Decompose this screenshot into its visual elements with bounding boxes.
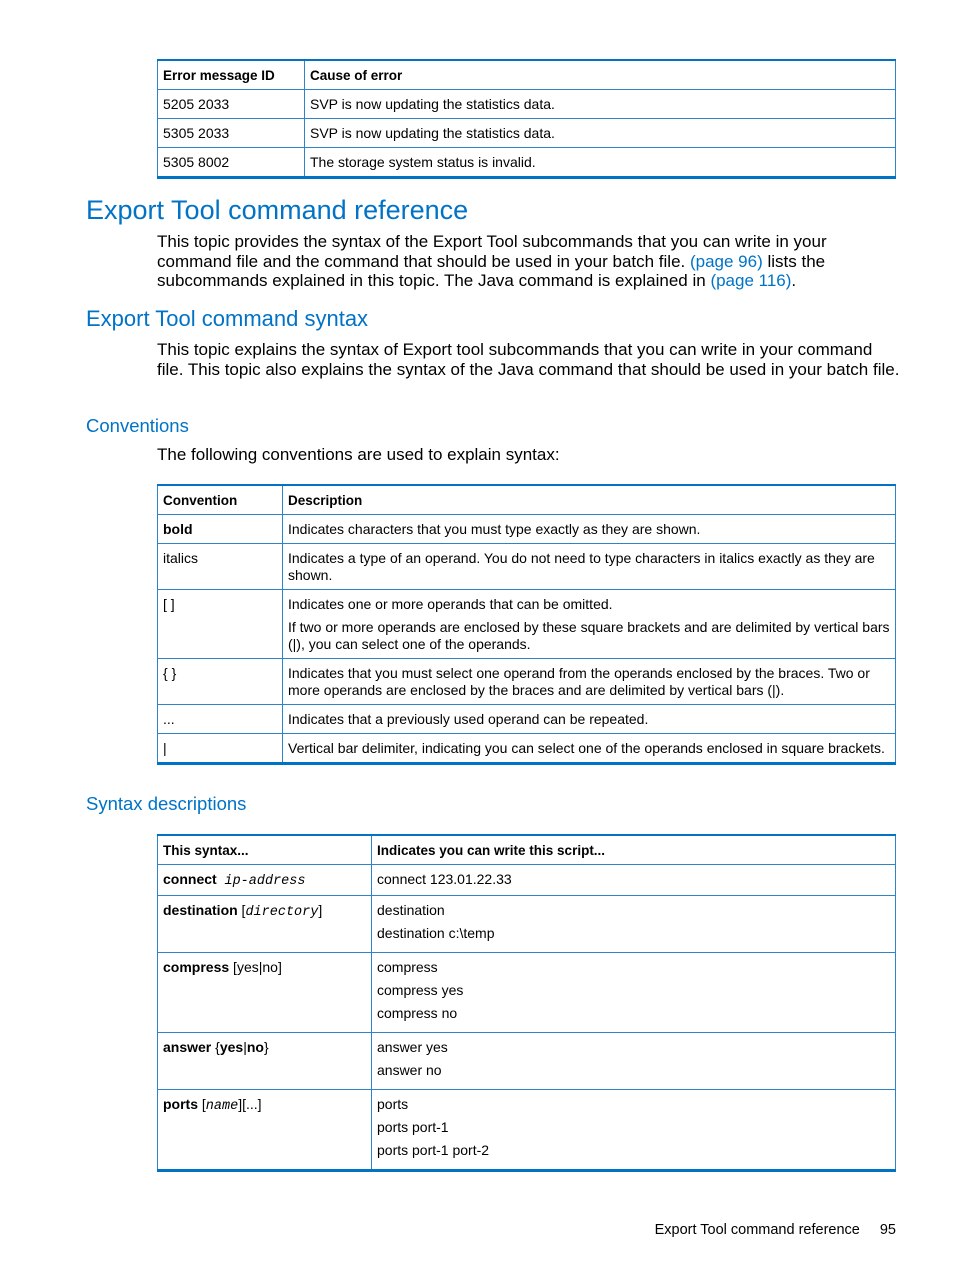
convention-desc: Indicates one or more operands that can be omitted.	[288, 596, 613, 612]
script-example: compress	[377, 959, 438, 975]
table-row	[158, 734, 896, 764]
script-example: answer no	[377, 1062, 442, 1078]
table-row	[158, 1090, 896, 1171]
convention-symbol: { }	[158, 659, 283, 705]
convention-symbol: bold	[163, 521, 193, 537]
error-cause: SVP is now updating the statistics data.	[305, 90, 896, 119]
table-row	[158, 119, 896, 148]
syntax-table	[157, 834, 896, 1172]
page-link[interactable]: (page 116)	[710, 271, 792, 290]
script-example: ports port-1	[377, 1119, 449, 1135]
table-row	[158, 896, 896, 953]
script-example: answer yes	[377, 1039, 448, 1055]
convention-desc: Indicates a type of an operand. You do not need to type characters in italics exactly as they are shown.	[283, 544, 896, 590]
page-link[interactable]: (page 96)	[689, 251, 763, 271]
page-number: 95	[879, 1222, 896, 1238]
convention-symbol: [ ]	[158, 590, 283, 659]
table-row	[158, 865, 896, 896]
syntax-cell: ports [name][...]	[158, 1090, 372, 1171]
table-row	[158, 515, 896, 544]
section-intro	[157, 232, 902, 291]
column-header: Indicates you can write this script...	[372, 835, 896, 865]
script-example: ports	[377, 1096, 409, 1112]
table-header-row	[158, 485, 896, 515]
convention-desc: Vertical bar delimiter, indicating you can select one of the operands enclosed in square brackets.	[283, 734, 896, 764]
table-row	[158, 544, 896, 590]
column-header: This syntax...	[158, 835, 372, 865]
script-example: destination c:\temp	[377, 925, 495, 941]
error-id: 5305 8002	[158, 148, 305, 178]
conventions-title: Conventions	[86, 415, 189, 436]
convention-desc: Indicates characters that you must type exactly as they are shown.	[283, 515, 896, 544]
script-example: destination	[377, 902, 445, 918]
error-table	[157, 59, 896, 179]
table-row	[158, 590, 896, 659]
intro-text: .	[791, 271, 797, 290]
intro-text: lists the subcommands explained in this topic. The Java command is explained in	[157, 251, 826, 290]
convention-symbol: ...	[158, 705, 283, 734]
convention-symbol: |	[158, 734, 283, 764]
table-row	[158, 659, 896, 705]
error-cause: The storage system status is invalid.	[305, 148, 896, 178]
convention-desc: Indicates that you must select one operand from the operands enclosed by the braces. Two or more operands are enclosed by the braces and are delimited by vertical bars (|).	[283, 659, 896, 705]
section-title: Export Tool command reference	[86, 195, 469, 225]
convention-symbol: italics	[158, 544, 283, 590]
column-header: Description	[283, 485, 896, 515]
convention-desc: If two or more operands are enclosed by these square brackets and are delimited by vertical bars (|), you can select one of the operands.	[288, 619, 890, 652]
syntax-cell: answer {yes|no}	[158, 1033, 372, 1090]
error-id: 5205 2033	[158, 90, 305, 119]
column-header: Cause of error	[305, 60, 896, 90]
script-example: compress yes	[377, 982, 464, 998]
error-cause: SVP is now updating the statistics data.	[305, 119, 896, 148]
error-id: 5305 2033	[158, 119, 305, 148]
table-row	[158, 1033, 896, 1090]
script-example: compress no	[377, 1005, 458, 1021]
conventions-intro: The following conventions are used to explain syntax:	[157, 445, 560, 464]
table-header-row	[158, 60, 896, 90]
table-row	[158, 953, 896, 1033]
script-example: connect 123.01.22.33	[377, 871, 512, 887]
page-footer	[655, 1222, 896, 1238]
subsection-text: This topic explains the syntax of Export tool subcommands that you can write in your command file. This topic also explains the syntax of the Java command that should be used in your batch file.	[157, 340, 900, 379]
syntax-cell: destination [directory]	[158, 896, 372, 953]
table-row	[158, 705, 896, 734]
syntax-title: Syntax descriptions	[86, 793, 247, 814]
script-example: ports port-1 port-2	[377, 1142, 490, 1158]
table-row	[158, 90, 896, 119]
conventions-table	[157, 484, 896, 765]
column-header: Convention	[158, 485, 283, 515]
table-header-row	[158, 835, 896, 865]
convention-desc: Indicates that a previously used operand can be repeated.	[283, 705, 896, 734]
syntax-cell: compress [yes|no]	[158, 953, 372, 1033]
table-row	[158, 148, 896, 178]
intro-text: This topic provides the syntax of the Export Tool subcommands that you can write in your command file and the command that should be used in your batch file.	[157, 232, 827, 271]
column-header: Error message ID	[158, 60, 305, 90]
syntax-cell: connect ip-address	[158, 865, 372, 896]
subsection-title: Export Tool command syntax	[86, 306, 369, 331]
footer-title: Export Tool command reference	[654, 1222, 860, 1238]
